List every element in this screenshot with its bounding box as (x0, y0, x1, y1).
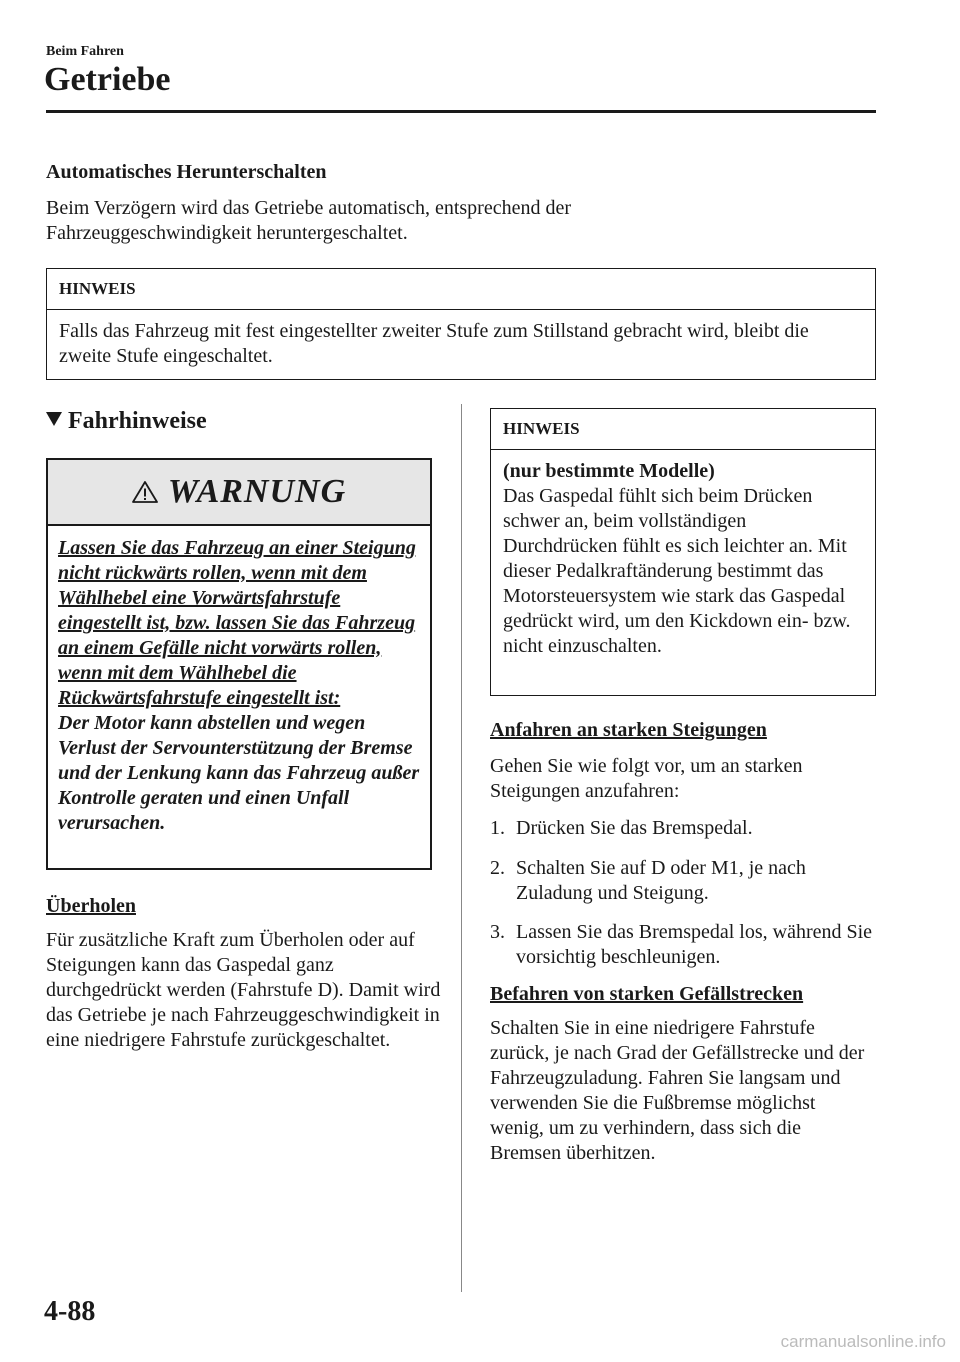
warning-triangle-icon (132, 480, 158, 504)
section-label: Beim Fahren (46, 44, 124, 59)
column-divider (461, 404, 462, 1292)
note-right-label: HINWEIS (491, 409, 875, 450)
uphill-title: Anfahren an starken Steigungen (490, 719, 767, 741)
driving-tips-title: Fahrhinweise (68, 408, 207, 434)
note-box-right (490, 408, 876, 696)
note-box-top (46, 268, 876, 380)
downhill-title: Befahren von starken Gefällstrecken (490, 983, 804, 1005)
list-item-text: Schalten Sie auf D oder M1, je nach Zuladung und Steigung. (516, 857, 806, 904)
page-number: 4-88 (44, 1296, 96, 1327)
auto-downshift-text: Beim Verzögern wird das Getriebe automatisch, entsprechend der Fahrzeuggeschwindigkeit heruntergeschaltet. (46, 197, 571, 244)
note-right-text: Das Gaspedal fühlt sich beim Drücken schwer an, beim vollständigen Durchdrücken fühlt es sich leichter an. Mit dieser Pedalkraftänderung bestimmt das Motorsteuersystem wie stark das Gaspedal gedrückt wird, um den Kickdown ein- bzw. nicht einzuschalten. (503, 485, 851, 657)
triangle-down-icon (46, 412, 62, 426)
overtaking-title: Überholen (46, 895, 136, 917)
warning-header (48, 460, 430, 526)
warning-label: WARNUNG (167, 473, 347, 510)
chapter-title: Getriebe (44, 61, 171, 98)
list-item-number: 2. (490, 857, 505, 879)
list-item-number: 3. (490, 921, 505, 943)
uphill-intro: Gehen Sie wie folgt vor, um an starken Steigungen anzufahren: (490, 755, 803, 802)
overtaking-text: Für zusätzliche Kraft zum Überholen oder auf Steigungen kann das Gaspedal ganz durchgedrückt werden (Fahrstufe D). Damit wird das Getriebe je nach Fahrzeuggeschwindigkeit in eine niedrigere Fahrstufe zurückgeschaltet. (46, 929, 441, 1051)
auto-downshift-title: Automatisches Herunterschalten (46, 161, 327, 183)
note-label: HINWEIS (47, 269, 875, 310)
note-right-body (491, 450, 875, 669)
note-text: Falls das Fahrzeug mit fest eingestellter zweiter Stufe zum Stillstand gebracht wird, bleibt die zweite Stufe eingeschaltet. (59, 320, 809, 367)
list-item-text: Lassen Sie das Bremspedal los, während Sie vorsichtig beschleunigen. (516, 921, 873, 968)
list-item-text: Drücken Sie das Bremspedal. (516, 817, 753, 839)
driving-tips-heading (46, 406, 207, 436)
warning-box (46, 458, 432, 870)
watermark: carmanualsonline.info (780, 1332, 946, 1351)
note-right-subtitle: (nur bestimmte Modelle) (503, 460, 715, 482)
warning-text: Der Motor kann abstellen und wegen Verlust der Servounterstützung der Bremse und der Lenkung kann das Fahrzeug außer Kontrolle geraten und einen Unfall verursachen. (58, 712, 420, 834)
warning-body (48, 526, 430, 846)
list-item-number: 1. (490, 817, 505, 839)
header-rule (46, 110, 876, 113)
warning-underlined-text: Lassen Sie das Fahrzeug an einer Steigung nicht rückwärts rollen, wenn mit dem Wählhebel eine Vorwärtsfahrstufe eingestellt ist, bzw. lassen Sie das Fahrzeug an einem Gefälle nicht vorwärts rollen, wenn mit dem Wählhebel die Rückwärtsfahrstufe eingestellt ist: (58, 537, 416, 709)
downhill-text: Schalten Sie in eine niedrigere Fahrstufe zurück, je nach Grad der Gefällstrecke und der Fahrzeugzuladung. Fahren Sie langsam und verwenden Sie die Fußbremse möglichst wenig, um zu verhindern, dass sich die Bremsen überhitzen. (490, 1017, 865, 1164)
